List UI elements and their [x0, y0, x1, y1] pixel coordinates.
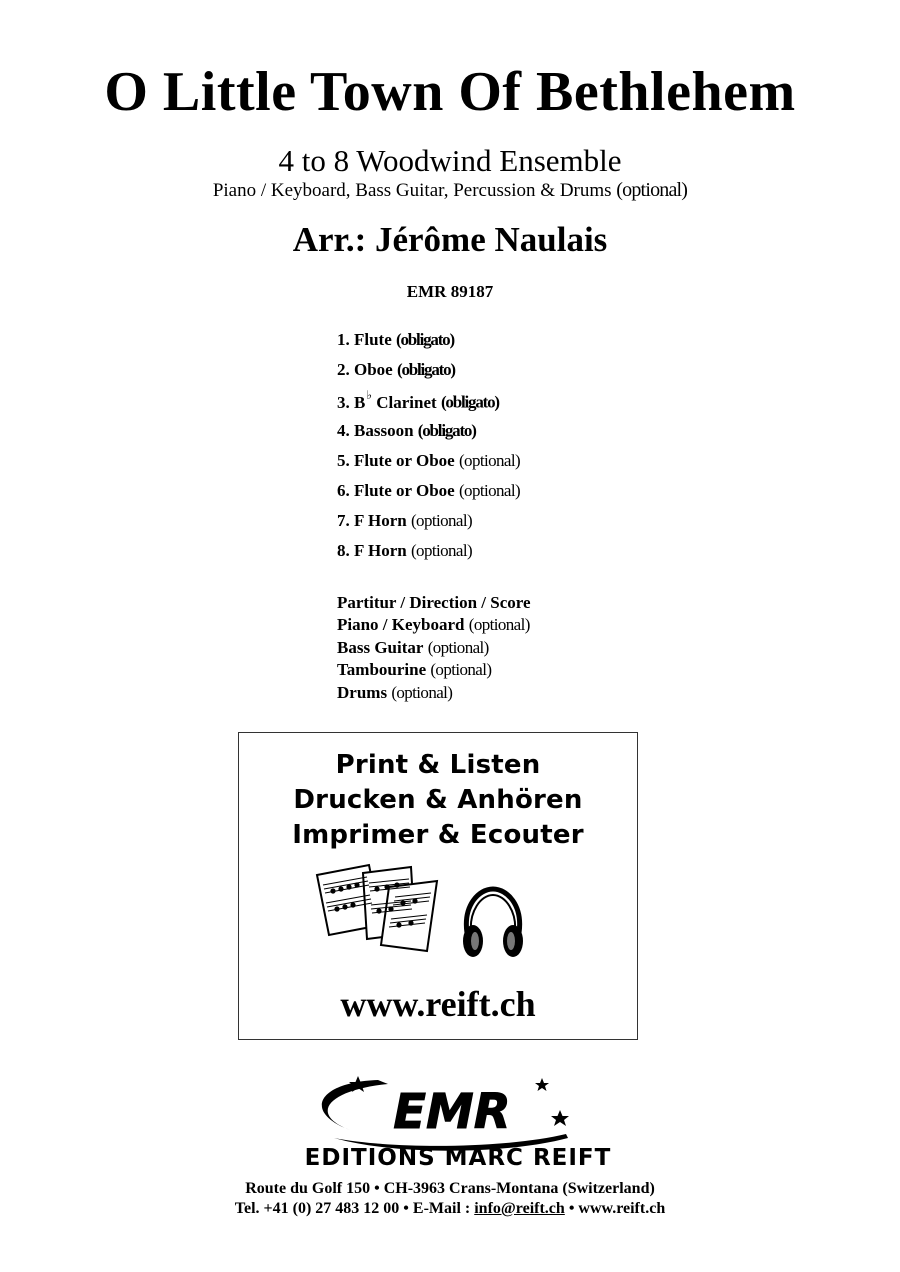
headphones-icon — [457, 883, 529, 963]
part-name: 4. Bassoon — [337, 420, 414, 440]
part-note: (optional) — [458, 480, 521, 500]
extra-note: (optional) — [430, 660, 492, 680]
publisher-name: EDITIONS MARC REIFT — [304, 1145, 612, 1171]
part-item — [337, 451, 520, 481]
part-item — [337, 390, 520, 420]
extra-item — [337, 683, 531, 705]
part-item — [337, 330, 520, 360]
part-note: (optional) — [458, 450, 521, 470]
part-note: (obligato) — [417, 420, 476, 440]
extra-item — [337, 638, 531, 660]
web-text: • www.reift.ch — [564, 1200, 666, 1217]
instrumentation-text: Piano / Keyboard, Bass Guitar, Percussion & Drums — [212, 180, 617, 201]
part-note: (optional) — [410, 511, 473, 531]
part-name: 8. F Horn — [337, 541, 407, 561]
catalog-number: EMR 89187 — [406, 282, 494, 301]
promo-line-french: Imprimer & Ecouter — [292, 820, 584, 850]
part-note: (obligato) — [440, 393, 499, 413]
promo-line-english: Print & Listen — [335, 750, 541, 780]
extra-note: (optional) — [427, 637, 489, 657]
part-name: 7. F Horn — [337, 511, 407, 531]
part-name: 5. Flute or Oboe — [337, 450, 455, 470]
part-name-prefix: 3. B — [337, 393, 366, 413]
page-title: O Little Town Of Bethlehem — [104, 61, 796, 123]
email-link[interactable]: info@reift.ch — [474, 1200, 565, 1217]
part-item — [337, 481, 520, 511]
publisher-contact — [0, 1200, 900, 1218]
parts-list — [337, 330, 520, 572]
part-note: (obligato) — [396, 360, 455, 380]
phone-text: Tel. +41 (0) 27 483 12 00 • E-Mail : — [234, 1200, 475, 1217]
instrumentation-optional: (optional) — [616, 179, 688, 201]
part-note: (obligato) — [396, 330, 454, 349]
part-name: 1. Flute — [337, 330, 392, 349]
part-item — [337, 421, 520, 451]
part-name-suffix: Clarinet — [372, 393, 437, 413]
extra-note: (optional) — [391, 682, 453, 702]
logo-star — [535, 1078, 549, 1091]
logo-star — [551, 1110, 569, 1126]
extras-list — [337, 593, 531, 705]
part-note: (optional) — [410, 541, 473, 561]
promo-website: www.reift.ch — [340, 984, 536, 1024]
extra-name: Piano / Keyboard — [337, 615, 465, 635]
extra-item — [337, 660, 531, 682]
extra-note: (optional) — [468, 615, 530, 635]
publisher-address: Route du Golf 150 • CH-3963 Crans-Montana (Switzerland) — [245, 1180, 655, 1197]
arranger: Arr.: Jérôme Naulais — [292, 220, 608, 259]
ensemble-subtitle: 4 to 8 Woodwind Ensemble — [278, 143, 622, 178]
part-name — [337, 388, 437, 413]
part-item — [337, 541, 520, 571]
part-item — [337, 511, 520, 541]
part-item — [337, 360, 520, 390]
print-listen-box — [238, 732, 638, 1040]
instrumentation-line — [0, 179, 900, 202]
extra-name: Partitur / Direction / Score — [337, 593, 531, 612]
part-name: 2. Oboe — [337, 360, 393, 380]
logo-emr-text: EMR — [393, 1084, 511, 1140]
extra-item — [337, 615, 531, 637]
sheet-music-icon — [311, 861, 443, 957]
extra-name: Drums — [337, 682, 388, 702]
promo-line-german: Drucken & Anhören — [293, 785, 583, 815]
flat-sign: ♭ — [366, 388, 373, 403]
extra-name: Tambourine — [337, 660, 427, 680]
publisher-logo — [238, 1072, 678, 1172]
part-name: 6. Flute or Oboe — [337, 480, 455, 500]
extra-name: Bass Guitar — [337, 637, 424, 657]
extra-item — [337, 593, 531, 615]
